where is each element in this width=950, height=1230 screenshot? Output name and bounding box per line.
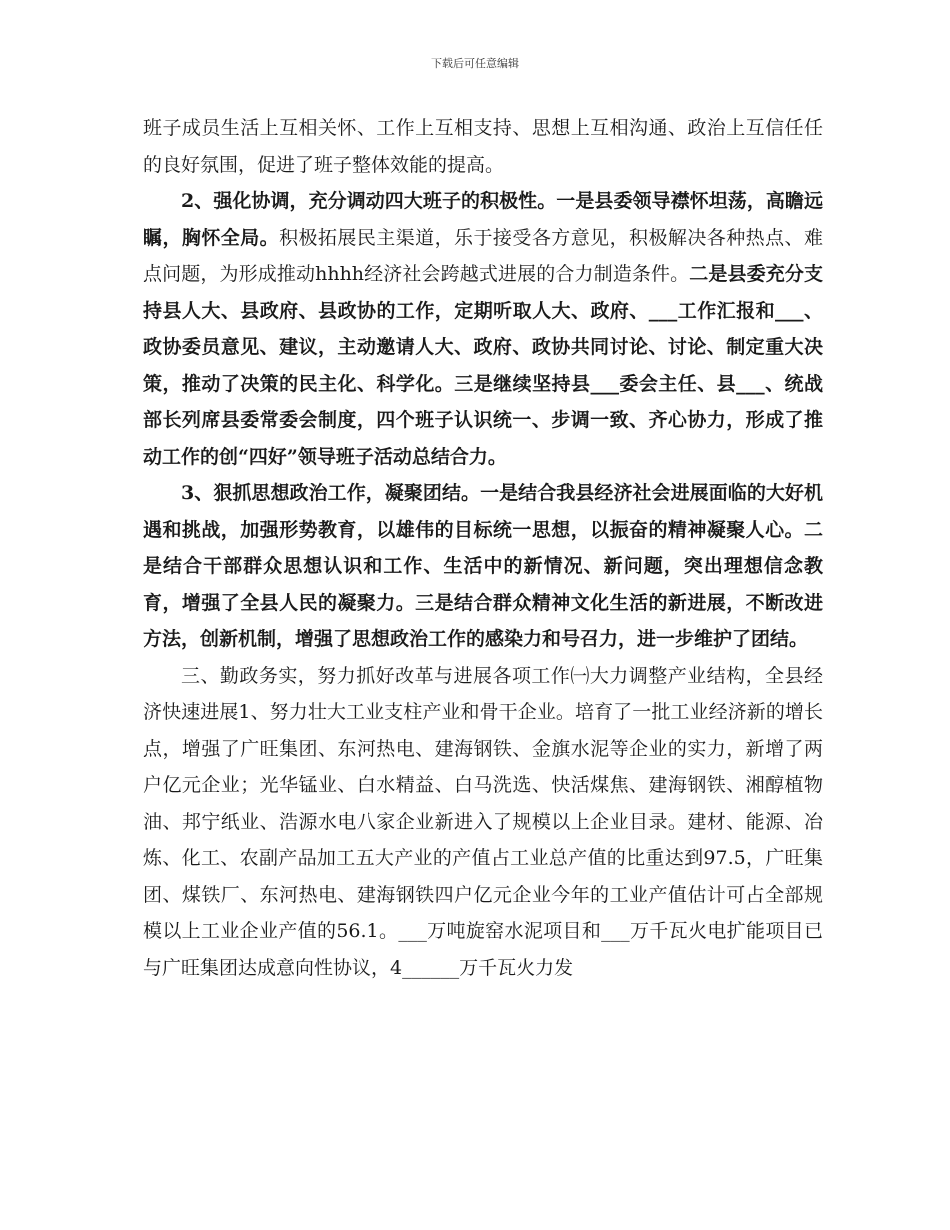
- paragraph-2-body: 积极拓展民主渠道，乐于接受各方意见，积极解决各种热点、难点问题，为形成推动hhhh经济社会跨越式进展的合力制造条件。: [143, 226, 823, 285]
- paragraph-3-text: 3、狠抓思想政治工作，凝聚团结。一是结合我县经济社会进展面临的大好机遇和挑战，加强形势教育，以雄伟的目标统一思想，以振奋的精神凝聚人心。二是结合干部群众思想认识和工作、生活中的新情况、新问题，突出理想信念教育，增强了全县人民的凝聚力。三是结合群众精神文化生活的新进展，不断改进方法，创新机制，增强了思想政治工作的感染力和号召力，进一步维护了团结。: [143, 482, 823, 650]
- paragraph-2-bold-body: 二是县委充分支持县人大、县政府、县政协的工作，定期听取人大、政府、___工作汇报和___、政协委员意见、建议，主动邀请人大、政府、政协共同讨论、讨论、制定重大决策，推动了决策的民主化、科学化。三是继续坚持县___委会主任、县___、统战部长列席县委常委会制度，四个班子认识统一、步调一致、齐心协力，形成了推动工作的创“四好”领导班子活动总结合力。: [143, 263, 823, 468]
- paragraph-1-text: 班子成员生活上互相关怀、工作上互相支持、思想上互相沟通、政治上互信任任的良好氛围，促进了班子整体效能的提高。: [143, 117, 823, 176]
- paragraph-3: [143, 475, 823, 658]
- paragraph-4: [143, 658, 823, 987]
- paragraph-1: [143, 110, 823, 183]
- paragraph-2-heading: 2、强化协调，充分调动四大班子的积极性。一是县委领导襟怀坦荡，高瞻远瞩，胸怀全局。: [143, 190, 823, 249]
- paragraph-4-text: 三、勤政务实，努力抓好改革与进展各项工作㈠大力调整产业结构，全县经济快速进展1、努力壮大工业支柱产业和骨干企业。培育了一批工业经济新的增长点，增强了广旺集团、东河热电、建海钢铁、金旗水泥等企业的实力，新增了两户亿元企业；光华锰业、白水精益、白马洗选、快活煤焦、建海钢铁、湘醇植物油、邦宁纸业、浩源水电八家企业新进入了规模以上企业目录。建材、能源、冶炼、化工、农副产品加工五大产业的产值占工业总产值的比重达到97.5，广旺集团、煤铁厂、东河热电、建海钢铁四户亿元企业今年的工业产值估计可占全部规模以上工业企业产值的56.1。___万吨旋窑水泥项目和___万千瓦火电扩能项目已与广旺集团达成意向性协议，4______万千瓦火力发: [143, 664, 823, 979]
- document-body: [143, 110, 823, 986]
- page-header: 下载后可任意编辑: [431, 57, 519, 70]
- paragraph-2: [143, 183, 823, 475]
